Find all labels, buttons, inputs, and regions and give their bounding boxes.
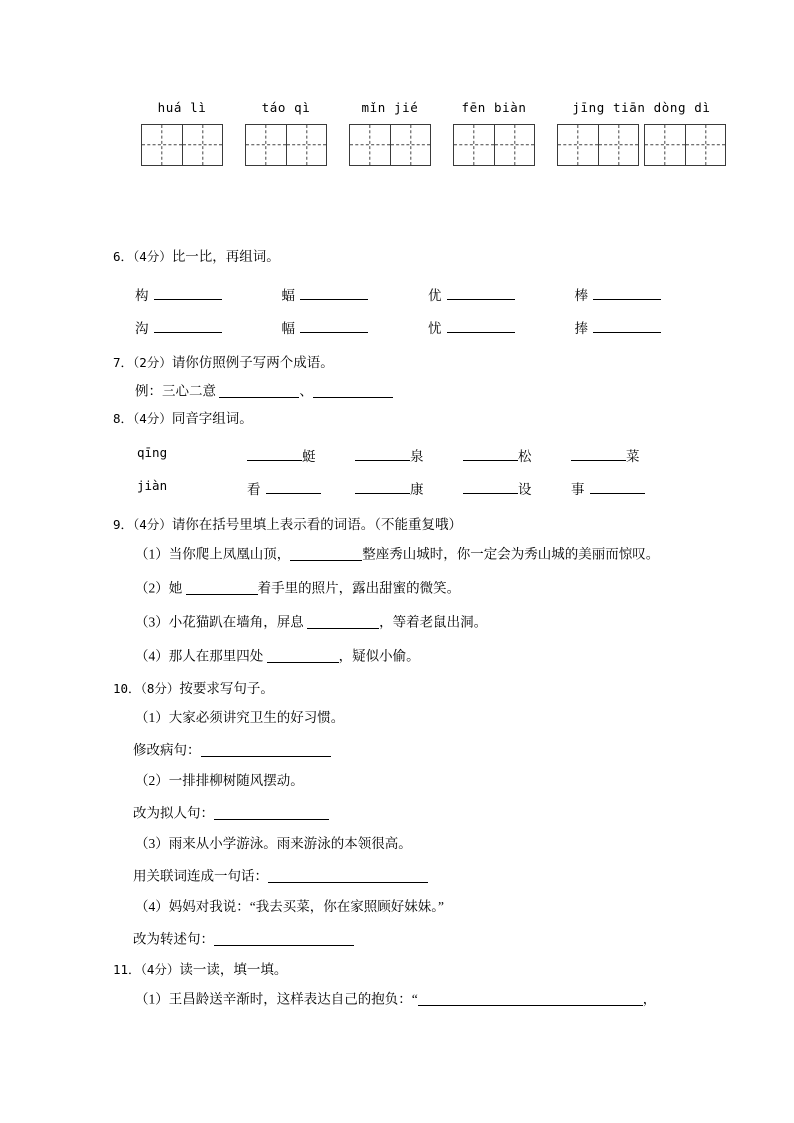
question-9-item-4 bbox=[135, 649, 420, 663]
question-9-title: 请你在括号里填上表示看的词语。（不能重复哦） bbox=[171, 517, 463, 532]
answer-blank[interactable] bbox=[266, 480, 321, 494]
question-10-number: 10． bbox=[113, 681, 141, 696]
idiom-separator: 、 bbox=[299, 383, 313, 399]
question-8-row-qing bbox=[137, 445, 640, 465]
compare-char: 构 bbox=[135, 288, 149, 303]
compare-char: 捧 bbox=[574, 321, 588, 336]
writing-grid-group-3 bbox=[349, 100, 431, 166]
answer-blank[interactable] bbox=[447, 286, 515, 300]
pinyin-label-3: mǐn jié bbox=[361, 100, 419, 115]
item-sentence: 一排排柳树随风摆动。 bbox=[168, 773, 304, 788]
item-text-before: 王昌龄送辛渐时，这样表达自己的抱负：“ bbox=[168, 991, 418, 1007]
homophone-item bbox=[247, 445, 355, 465]
compare-char: 蝠 bbox=[281, 288, 295, 303]
question-11-points: （4分） bbox=[140, 962, 180, 977]
question-6-row-2 bbox=[135, 317, 661, 337]
question-9-points: （4分） bbox=[133, 517, 172, 532]
compare-word-item bbox=[135, 284, 222, 304]
compare-char: 沟 bbox=[135, 321, 149, 336]
homophone-item bbox=[571, 478, 645, 498]
item-prompt: 改为转述句： bbox=[133, 931, 214, 947]
answer-blank[interactable] bbox=[463, 447, 518, 461]
question-10-item-1 bbox=[135, 711, 344, 725]
tianzige-box-group-5 bbox=[557, 124, 726, 166]
item-label: （3） bbox=[135, 614, 169, 630]
question-9-item-1 bbox=[135, 547, 659, 561]
question-8-points: （4分） bbox=[133, 411, 172, 426]
answer-blank[interactable] bbox=[214, 806, 329, 820]
item-text-before: 小花猫趴在墙角，屏息 bbox=[168, 614, 304, 630]
item-label: （2） bbox=[135, 580, 169, 596]
tianzige-cell[interactable] bbox=[246, 125, 286, 165]
compare-word-item bbox=[428, 317, 515, 337]
answer-blank[interactable] bbox=[267, 649, 339, 663]
answer-blank[interactable] bbox=[418, 992, 643, 1006]
item-label: （1） bbox=[135, 991, 169, 1007]
homophone-char: 看 bbox=[247, 482, 261, 497]
item-text-after: 整座秀山城时，你一定会为秀山城的美丽而惊叹。 bbox=[362, 546, 660, 562]
answer-blank[interactable] bbox=[300, 286, 368, 300]
question-8-number: 8． bbox=[113, 411, 134, 426]
tianzige-box-4[interactable] bbox=[453, 124, 535, 166]
question-11-item-1 bbox=[135, 992, 656, 1006]
item-sentence: 妈妈对我说：“我去买菜，你在家照顾好妹妹。” bbox=[168, 899, 444, 914]
question-7-title: 请你仿照例子写两个成语。 bbox=[171, 355, 334, 370]
question-10-item-2 bbox=[135, 774, 304, 788]
homophone-char: 设 bbox=[518, 482, 532, 497]
tianzige-cell[interactable] bbox=[142, 125, 182, 165]
answer-blank[interactable] bbox=[593, 319, 661, 333]
question-9-item-2 bbox=[135, 581, 460, 595]
item-label: （4） bbox=[135, 648, 169, 664]
item-text-before: 她 bbox=[168, 580, 183, 596]
item-prompt: 改为拟人句： bbox=[133, 805, 214, 821]
tianzige-cell[interactable] bbox=[685, 125, 725, 165]
item-prompt: 用关联词连成一句话： bbox=[133, 868, 268, 884]
answer-blank[interactable] bbox=[201, 743, 331, 757]
tianzige-cell[interactable] bbox=[390, 125, 430, 165]
item-prompt: 修改病句： bbox=[133, 742, 201, 758]
question-9-heading bbox=[113, 518, 462, 532]
answer-blank[interactable] bbox=[290, 547, 362, 561]
question-11-title: 读一读，填一填。 bbox=[179, 962, 288, 977]
question-10-prompt-4 bbox=[133, 932, 354, 946]
item-text-after: ，疑似小偷。 bbox=[338, 648, 420, 664]
writing-grid-section bbox=[113, 100, 723, 166]
item-text-after: 着手里的照片，露出甜蜜的微笑。 bbox=[257, 580, 461, 596]
homophone-char: 菜 bbox=[626, 449, 640, 464]
tianzige-box-1[interactable] bbox=[141, 124, 223, 166]
question-8-heading bbox=[113, 412, 253, 426]
question-10-points: （8分） bbox=[140, 681, 180, 696]
homophone-char: 蜓 bbox=[302, 449, 316, 464]
question-6-heading bbox=[113, 250, 280, 264]
question-10-item-4 bbox=[135, 900, 444, 914]
idiom-blank-2[interactable] bbox=[313, 384, 393, 398]
answer-blank[interactable] bbox=[593, 286, 661, 300]
homophone-item bbox=[571, 445, 640, 465]
homophone-char: 泉 bbox=[410, 449, 424, 464]
writing-grid-group-4 bbox=[453, 100, 535, 166]
question-10-title: 按要求写句子。 bbox=[179, 681, 274, 696]
pinyin-label-4: fēn biàn bbox=[461, 100, 527, 115]
item-label: （3） bbox=[135, 836, 169, 851]
tianzige-cell[interactable] bbox=[645, 125, 685, 165]
item-label: （1） bbox=[135, 710, 169, 725]
idiom-blank-1[interactable] bbox=[219, 384, 299, 398]
homophone-item bbox=[247, 478, 355, 498]
compare-char: 优 bbox=[428, 288, 442, 303]
question-6-number: 6． bbox=[113, 249, 134, 264]
answer-blank[interactable] bbox=[447, 319, 515, 333]
tianzige-cell[interactable] bbox=[558, 125, 598, 165]
homophone-char: 松 bbox=[518, 449, 532, 464]
question-7-heading bbox=[113, 356, 334, 370]
tianzige-cell[interactable] bbox=[182, 125, 222, 165]
item-text-after: ， bbox=[642, 991, 657, 1007]
question-7-example-label: 例：三心二意 bbox=[135, 383, 216, 399]
item-sentence: 雨来从小学游泳。雨来游泳的本领很高。 bbox=[168, 836, 412, 851]
question-9-item-3 bbox=[135, 615, 487, 629]
pinyin-label-2: táo qì bbox=[261, 100, 311, 115]
item-text-before: 当你爬上凤凰山顶， bbox=[168, 546, 291, 562]
tianzige-cell[interactable] bbox=[494, 125, 534, 165]
compare-word-item bbox=[428, 284, 515, 304]
compare-word-item bbox=[575, 317, 662, 337]
homophone-pinyin-jian: jiàn bbox=[137, 478, 168, 493]
compare-char: 忧 bbox=[428, 321, 442, 336]
question-8-row-jian bbox=[137, 478, 645, 498]
question-6-title: 比一比，再组词。 bbox=[171, 249, 280, 264]
answer-blank[interactable] bbox=[154, 286, 222, 300]
homophone-char: 事 bbox=[571, 482, 585, 497]
answer-blank[interactable] bbox=[268, 869, 428, 883]
answer-blank[interactable] bbox=[590, 480, 645, 494]
question-10-prompt-1 bbox=[133, 743, 331, 757]
question-10-prompt-3 bbox=[133, 869, 428, 883]
compare-char: 幅 bbox=[281, 321, 295, 336]
compare-word-item bbox=[282, 284, 369, 304]
item-sentence: 大家必须讲究卫生的好习惯。 bbox=[168, 710, 345, 725]
writing-grid-row bbox=[113, 100, 723, 166]
tianzige-cell[interactable] bbox=[454, 125, 494, 165]
item-text-before: 那人在那里四处 bbox=[168, 648, 264, 664]
tianzige-box-2[interactable] bbox=[245, 124, 327, 166]
pinyin-label-5: jīng tiān dòng dì bbox=[572, 100, 711, 115]
item-text-after: ，等着老鼠出洞。 bbox=[379, 614, 488, 630]
compare-word-item bbox=[135, 317, 222, 337]
homophone-item bbox=[355, 445, 463, 465]
homophone-item bbox=[463, 445, 571, 465]
question-7-points: （2分） bbox=[133, 355, 172, 370]
question-8-title: 同音字组词。 bbox=[171, 411, 253, 426]
homophone-item bbox=[355, 478, 463, 498]
answer-blank[interactable] bbox=[214, 932, 354, 946]
writing-grid-group-1 bbox=[141, 100, 223, 166]
compare-word-item bbox=[282, 317, 369, 337]
answer-blank[interactable] bbox=[154, 319, 222, 333]
homophone-char: 康 bbox=[410, 482, 424, 497]
tianzige-cell[interactable] bbox=[286, 125, 326, 165]
answer-blank[interactable] bbox=[307, 615, 379, 629]
question-10-heading bbox=[113, 682, 274, 696]
answer-blank[interactable] bbox=[186, 581, 258, 595]
question-6-points: （4分） bbox=[133, 249, 172, 264]
pinyin-label-1: huá lì bbox=[157, 100, 207, 115]
question-11-heading bbox=[113, 963, 287, 977]
writing-grid-group-5 bbox=[557, 100, 726, 166]
question-11-number: 11． bbox=[113, 962, 141, 977]
answer-blank[interactable] bbox=[355, 447, 410, 461]
question-7-number: 7． bbox=[113, 355, 134, 370]
compare-char: 棒 bbox=[574, 288, 588, 303]
item-label: （4） bbox=[135, 899, 169, 914]
compare-word-item bbox=[575, 284, 662, 304]
answer-blank[interactable] bbox=[300, 319, 368, 333]
writing-grid-group-2 bbox=[245, 100, 327, 166]
question-7-example-line bbox=[135, 384, 393, 398]
item-label: （1） bbox=[135, 546, 169, 562]
answer-blank[interactable] bbox=[463, 480, 518, 494]
tianzige-box-5b[interactable] bbox=[644, 124, 726, 166]
answer-blank[interactable] bbox=[571, 447, 626, 461]
tianzige-cell[interactable] bbox=[598, 125, 638, 165]
tianzige-cell[interactable] bbox=[350, 125, 390, 165]
question-6-row-1 bbox=[135, 284, 661, 304]
question-9-number: 9． bbox=[113, 517, 134, 532]
question-10-item-3 bbox=[135, 837, 412, 851]
tianzige-box-3[interactable] bbox=[349, 124, 431, 166]
tianzige-box-5a[interactable] bbox=[557, 124, 639, 166]
answer-blank[interactable] bbox=[247, 447, 302, 461]
item-label: （2） bbox=[135, 773, 169, 788]
homophone-item bbox=[463, 478, 571, 498]
homophone-pinyin-qing: qīng bbox=[137, 445, 168, 460]
question-10-prompt-2 bbox=[133, 806, 329, 820]
answer-blank[interactable] bbox=[355, 480, 410, 494]
